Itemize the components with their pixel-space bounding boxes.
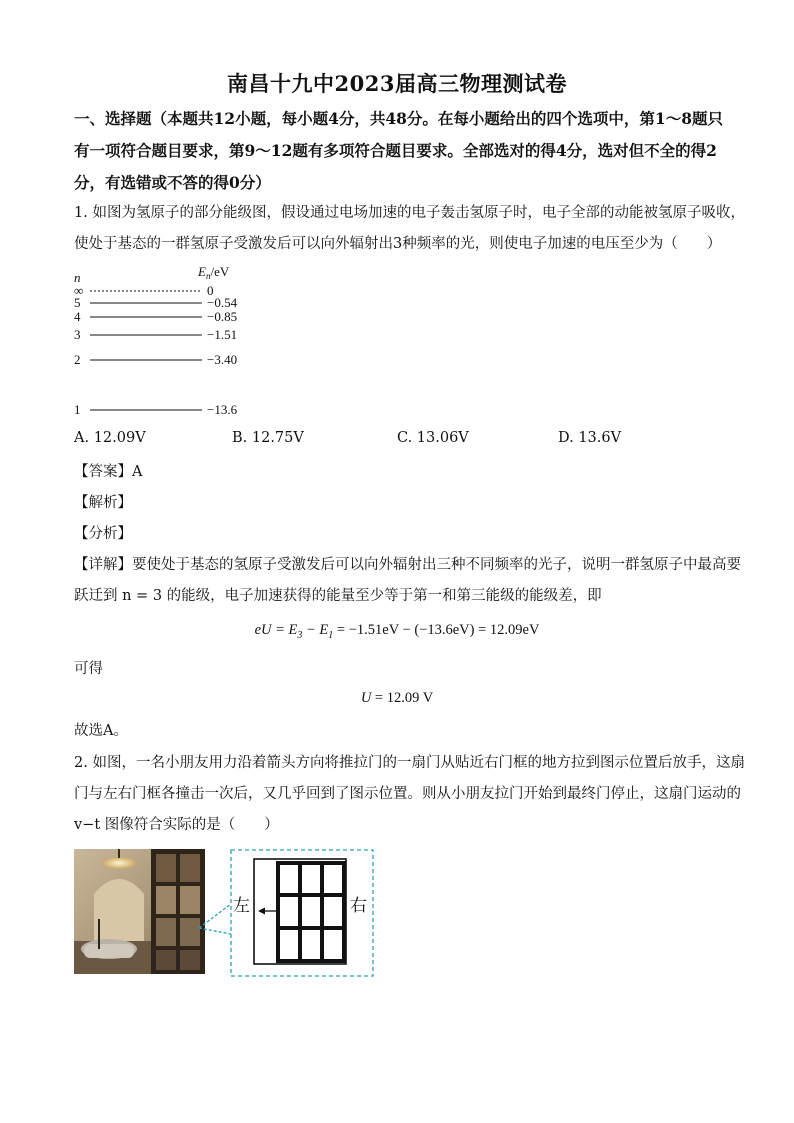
energy-level-diagram bbox=[70, 262, 260, 422]
energy-level-n: 5 bbox=[74, 295, 81, 310]
q1-option-d: D. 13.6V bbox=[558, 430, 622, 446]
q2-stem-line3: v−t 图像符合实际的是（ ） bbox=[74, 817, 279, 833]
q2-stem-line1: 2. 如图，一名小朋友用力沿着箭头方向将推拉门的一扇门从贴近右门框的地方拉到图示位置后放手，这扇 bbox=[74, 755, 745, 771]
diagram-n-label: n bbox=[74, 270, 81, 285]
energy-level-n: 3 bbox=[74, 327, 81, 342]
page-title: 南昌十九中2023届高三物理测试卷 bbox=[227, 71, 567, 96]
q1-detail-line2: 跃迁到 n = 3 的能级，电子加速获得的能量至少等于第一和第三能级的能级差，即 bbox=[74, 588, 602, 604]
energy-level-value: −13.6 bbox=[207, 402, 238, 417]
energy-level-value: 0 bbox=[207, 283, 214, 298]
section-heading: 一、选择题（本题共12小题，每小题4分，共48分。在每小题给出的四个选项中，第1～8题只有一项符合题目要求，第9～12题有多项符合题目要求。全部选对的得4分，选对但不全的得2分，有选错或不答的得0分） bbox=[74, 109, 723, 192]
energy-level-value: −1.51 bbox=[207, 327, 238, 342]
q1-conclusion: 故选A。 bbox=[74, 723, 128, 739]
energy-level-n: ∞ bbox=[74, 283, 84, 298]
energy-level-value: −3.40 bbox=[207, 352, 238, 367]
q1-option-c: C. 13.06V bbox=[397, 430, 469, 446]
left-label: 左 bbox=[233, 896, 250, 916]
right-label: 右 bbox=[350, 896, 367, 916]
q1-stem-line1: 1. 如图为氢原子的部分能级图，假设通过电场加速的电子轰击氢原子时，电子全部的动能被氢原子吸收， bbox=[74, 205, 745, 221]
energy-level-n: 2 bbox=[74, 352, 81, 367]
q1-fenxi-tag: 【分析】 bbox=[74, 526, 132, 542]
energy-level-value: −0.54 bbox=[207, 295, 238, 310]
q1-detail-line1: 【详解】要使处于基态的氢原子受激发后可以向外辐射出三种不同频率的光子，说明一群氢原子中最高要 bbox=[74, 557, 741, 573]
energy-level-n: 1 bbox=[74, 402, 81, 417]
energy-level-n: 4 bbox=[74, 309, 81, 324]
q1-equation-1: eU = $E_3 - E_1 = -1.51eV - (-13.6eV) = 12.09eV$ bbox=[254, 622, 540, 641]
q1-kede: 可得 bbox=[74, 661, 103, 677]
energy-level-value: −0.85 bbox=[207, 309, 238, 324]
q2-stem-line2: 门与左右门框各撞击一次后，又几乎回到了图示位置。则从小朋友拉门开始到最终门停止，这扇门运动的 bbox=[74, 786, 741, 802]
q1-stem-line2: 使处于基态的一群氢原子受激发后可以向外辐射出3种频率的光，则使电子加速的电压至少为（ ） bbox=[74, 236, 722, 252]
q1-option-a: A. 12.09V bbox=[74, 430, 146, 446]
q1-option-b: B. 12.75V bbox=[232, 430, 304, 446]
callout-connector bbox=[195, 900, 235, 940]
q1-analysis-tag: 【解析】 bbox=[74, 495, 132, 511]
q1-equation-2: U = 12.09 V bbox=[360, 690, 434, 706]
diagram-e-label: $E_n/eV$ bbox=[198, 264, 230, 281]
q1-answer: 【答案】A bbox=[74, 464, 143, 480]
door-schematic bbox=[230, 849, 374, 977]
door-photo bbox=[74, 849, 205, 974]
